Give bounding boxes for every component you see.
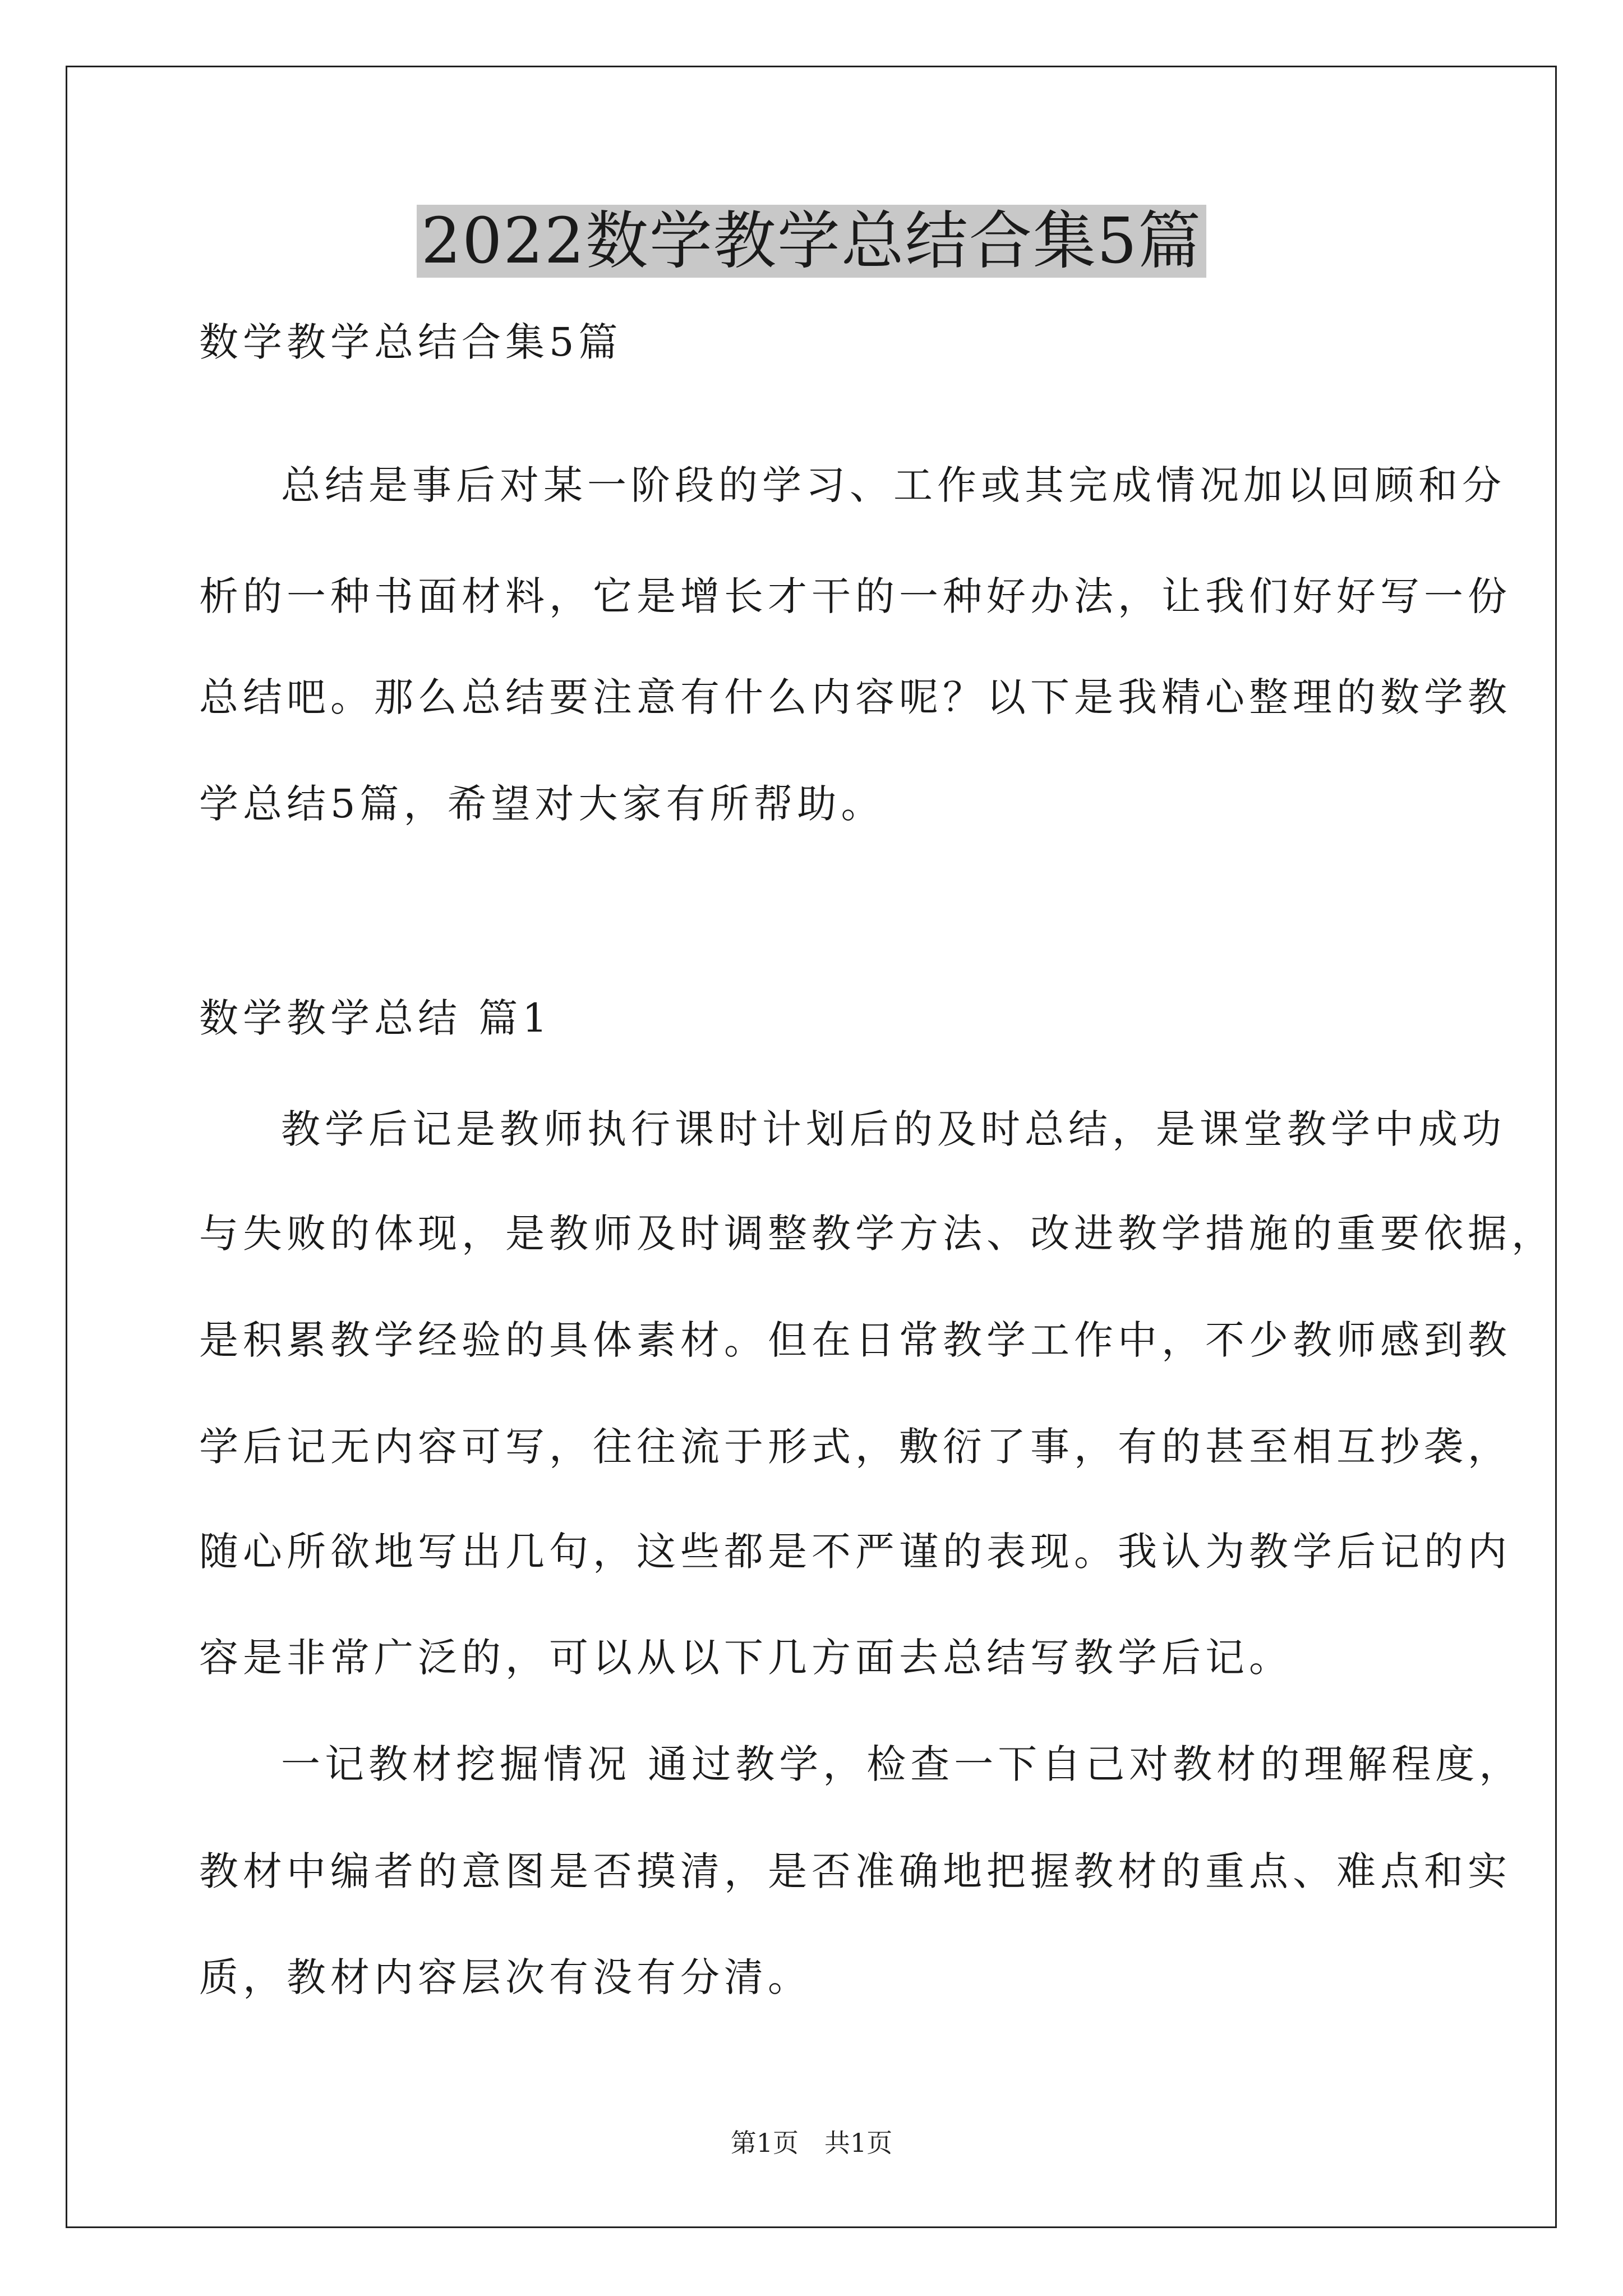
paragraph-line: 学后记无内容可写，往往流于形式，敷衍了事，有的甚至相互抄袭， — [199, 1424, 1511, 1470]
page-footer — [0, 2126, 1623, 2160]
paragraph-line: 是积累教学经验的具体素材。但在日常教学工作中，不少教师感到教 — [199, 1317, 1511, 1363]
paragraph-line: 与失败的体现，是教师及时调整教学方法、改进教学措施的重要依据， — [199, 1211, 1555, 1257]
paragraph-line: 总结吧。那么总结要注意有什么内容呢？以下是我精心整理的数学教 — [199, 674, 1511, 720]
section-heading: 数学教学总结 篇1 — [199, 995, 552, 1041]
paragraph-line: 学总结5篇，希望对大家有所帮助。 — [199, 781, 885, 827]
paragraph-line: 质，教材内容层次有没有分清。 — [199, 1954, 811, 2000]
paragraph-line: 教学后记是教师执行课时计划后的及时总结，是课堂教学中成功 — [281, 1106, 1506, 1152]
paragraph-line: 析的一种书面材料，它是增长才干的一种好办法，让我们好好写一份 — [199, 573, 1511, 619]
paragraph-line: 随心所欲地写出几句，这些都是不严谨的表现。我认为教学后记的内 — [199, 1529, 1511, 1575]
total-pages: 共1页 — [824, 2128, 893, 2158]
document-title: 2022数学教学总结合集5篇 — [0, 201, 1623, 282]
page-number: 第1页 — [730, 2128, 799, 2158]
paragraph-line: 容是非常广泛的，可以从以下几方面去总结写教学后记。 — [199, 1635, 1293, 1681]
paragraph-line: 教材中编者的意图是否摸清，是否准确地把握教材的重点、难点和实 — [199, 1848, 1511, 1894]
paragraph-line: 总结是事后对某一阶段的学习、工作或其完成情况加以回顾和分 — [281, 462, 1506, 508]
paragraph-line: 一记教材挖掘情况 通过教学，检查一下自己对教材的理解程度， — [281, 1741, 1523, 1787]
subtitle-line: 数学教学总结合集5篇 — [199, 319, 623, 365]
